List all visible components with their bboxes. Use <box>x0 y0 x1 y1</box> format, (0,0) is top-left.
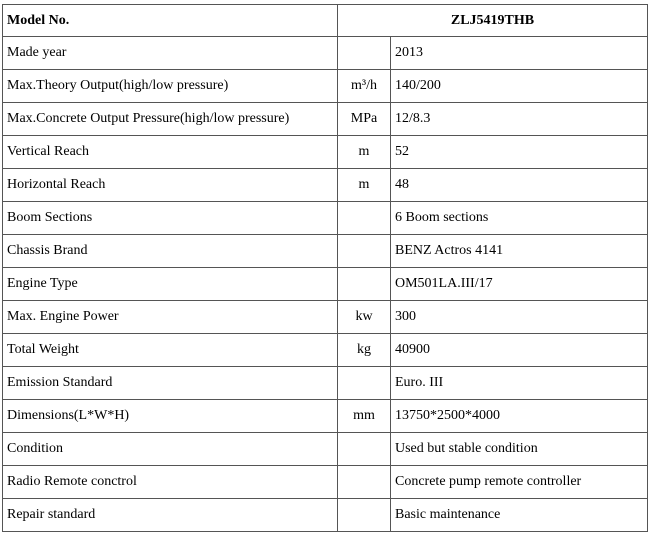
param-value: 2013 <box>391 37 648 70</box>
param-value: Used but stable condition <box>391 433 648 466</box>
param-value: 48 <box>391 169 648 202</box>
spec-row <box>3 103 648 136</box>
param-value: 12/8.3 <box>391 103 648 136</box>
spec-row <box>3 334 648 367</box>
param-value: BENZ Actros 4141 <box>391 235 648 268</box>
param-value: Euro. III <box>391 367 648 400</box>
header-row <box>3 5 648 37</box>
param-unit <box>338 466 391 499</box>
param-name: Dimensions(L*W*H) <box>3 400 338 433</box>
param-name: Engine Type <box>3 268 338 301</box>
param-unit <box>338 499 391 532</box>
param-unit <box>338 202 391 235</box>
param-value: Basic maintenance <box>391 499 648 532</box>
param-value: OM501LA.III/17 <box>391 268 648 301</box>
param-value: 140/200 <box>391 70 648 103</box>
param-unit <box>338 367 391 400</box>
param-unit: kg <box>338 334 391 367</box>
param-unit: kw <box>338 301 391 334</box>
spec-row <box>3 70 648 103</box>
param-unit <box>338 235 391 268</box>
model-number: ZLJ5419THB <box>338 5 648 37</box>
param-name: Horizontal Reach <box>3 169 338 202</box>
param-value: 6 Boom sections <box>391 202 648 235</box>
spec-row <box>3 169 648 202</box>
param-unit <box>338 268 391 301</box>
param-unit: m <box>338 169 391 202</box>
spec-row <box>3 268 648 301</box>
spec-row <box>3 202 648 235</box>
param-value: 40900 <box>391 334 648 367</box>
param-value: 52 <box>391 136 648 169</box>
param-name: Max.Concrete Output Pressure(high/low pressure) <box>3 103 338 136</box>
spec-row <box>3 466 648 499</box>
spec-row <box>3 235 648 268</box>
param-name: Condition <box>3 433 338 466</box>
param-unit: MPa <box>338 103 391 136</box>
param-value: 13750*2500*4000 <box>391 400 648 433</box>
param-name: Boom Sections <box>3 202 338 235</box>
param-name: Max.Theory Output(high/low pressure) <box>3 70 338 103</box>
spec-row <box>3 37 648 70</box>
spec-row <box>3 136 648 169</box>
param-unit <box>338 433 391 466</box>
param-unit: m <box>338 136 391 169</box>
param-name: Made year <box>3 37 338 70</box>
param-name: Emission Standard <box>3 367 338 400</box>
spec-row <box>3 301 648 334</box>
param-unit <box>338 37 391 70</box>
param-name: Vertical Reach <box>3 136 338 169</box>
spec-row <box>3 367 648 400</box>
param-unit: mm <box>338 400 391 433</box>
spec-row <box>3 499 648 532</box>
spec-table <box>2 4 648 532</box>
spec-row <box>3 400 648 433</box>
param-unit: m³/h <box>338 70 391 103</box>
spec-row <box>3 433 648 466</box>
param-name: Total Weight <box>3 334 338 367</box>
param-name: Chassis Brand <box>3 235 338 268</box>
param-name: Max. Engine Power <box>3 301 338 334</box>
model-label: Model No. <box>3 5 338 37</box>
spec-table-body <box>3 5 648 532</box>
param-name: Repair standard <box>3 499 338 532</box>
param-value: 300 <box>391 301 648 334</box>
param-value: Concrete pump remote controller <box>391 466 648 499</box>
param-name: Radio Remote conctrol <box>3 466 338 499</box>
